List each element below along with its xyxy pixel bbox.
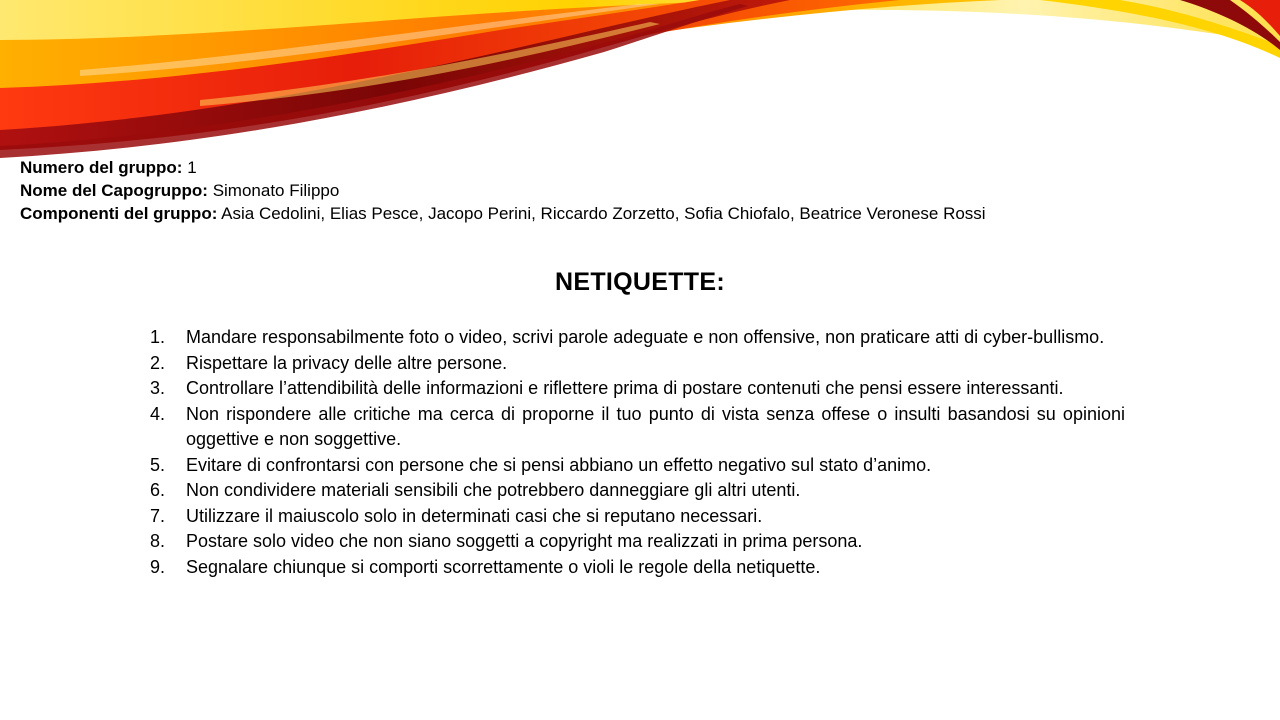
list-item	[150, 555, 1125, 581]
list-item-text: Non condividere materiali sensibili che potrebbero danneggiare gli altri utenti.	[186, 480, 801, 500]
list-item-number: 9.	[150, 556, 166, 577]
list-item-text: Utilizzare il maiuscolo solo in determinati casi che si reputano necessari.	[186, 505, 763, 526]
list-item-number: 2.	[150, 352, 166, 373]
group-number-value: 1	[187, 158, 197, 177]
group-leader-line	[20, 179, 986, 202]
list-item-text: Segnalare chiunque si comporti scorrettamente o violi le regole della netiquette.	[186, 556, 821, 577]
list-item-number: 1.	[150, 327, 166, 347]
list-item-number: 3.	[150, 378, 166, 398]
list-item-number: 8.	[150, 531, 166, 551]
group-leader-value: Simonato Filippo	[212, 181, 340, 200]
list-item-text: Mandare responsabilmente foto o video, scrivi parole adeguate e non offensive, non praticare atti di cyber-bullismo.	[186, 327, 1105, 347]
list-item-text: Postare solo video che non siano soggetti a copyright ma realizzati in prima persona.	[186, 531, 863, 551]
group-number-line	[20, 156, 986, 179]
group-info	[20, 156, 986, 225]
list-item-text: Controllare l’attendibilità delle informazioni e riflettere prima di postare contenuti che pensi essere interessanti.	[186, 378, 1064, 398]
list-item-text: Rispettare la privacy delle altre persone.	[186, 352, 508, 373]
list-item	[150, 529, 1125, 555]
list-item-number: 7.	[150, 505, 166, 526]
group-members-line	[20, 202, 986, 225]
list-item	[150, 453, 1125, 479]
slide-title: NETIQUETTE:	[555, 268, 725, 296]
group-number-label: Numero del gruppo:	[20, 158, 183, 177]
list-item-text: Evitare di confrontarsi con persone che si pensi abbiano un effetto negativo sul stato d’animo.	[186, 454, 932, 475]
list-item	[150, 478, 1125, 504]
list-item	[150, 376, 1125, 402]
group-members-label: Componenti del gruppo:	[20, 204, 218, 223]
list-item-number: 6.	[150, 480, 166, 500]
group-leader-label: Nome del Capogruppo:	[20, 181, 208, 200]
list-item-number: 4.	[150, 403, 166, 424]
group-members-value: Asia Cedolini, Elias Pesce, Jacopo Perini, Riccardo Zorzetto, Sofia Chiofalo, Beatrice Veronese Rossi	[221, 204, 986, 223]
list-item-number: 5.	[150, 454, 166, 475]
decorative-swoosh-banner	[0, 0, 1280, 160]
list-item	[150, 402, 1125, 453]
list-item	[150, 504, 1125, 530]
list-item-text: Non rispondere alle critiche ma cerca di proporne il tuo punto di vista senza offese o insulti basandosi su opinioni oggettive e non soggettive.	[186, 403, 1125, 449]
list-item	[150, 325, 1125, 351]
list-item	[150, 351, 1125, 377]
netiquette-rules-list	[150, 325, 1125, 580]
